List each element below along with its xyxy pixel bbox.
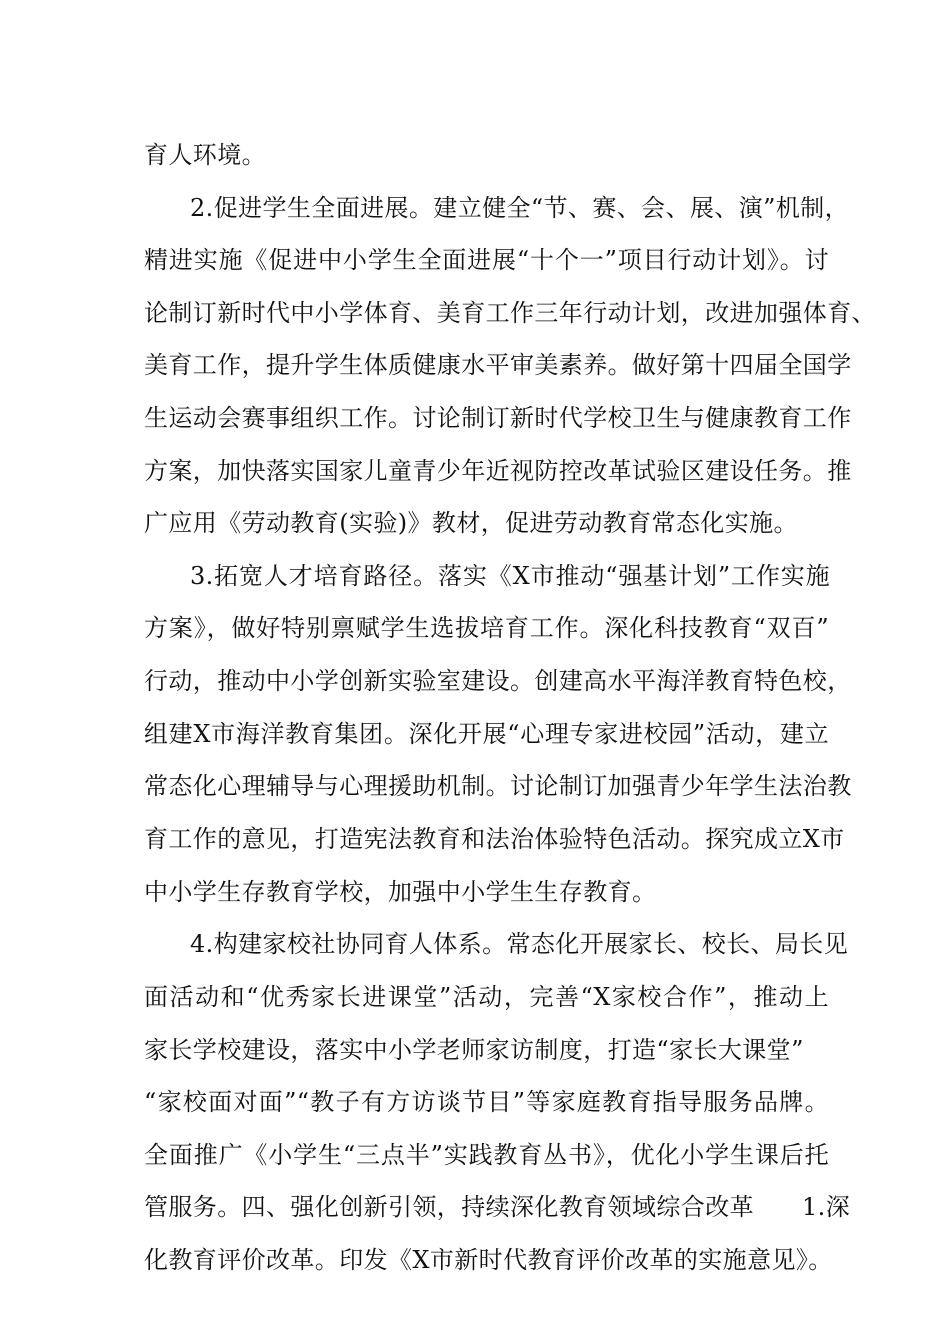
paragraph-2-line-6: 方案，加快落实国家儿童青少年近视防控改革试验区建设任务。推 (144, 457, 852, 485)
paragraph-2-line-2: 精进实施《促进中小学生全面进展“十个一”项目行动计划》。讨 (144, 246, 829, 274)
paragraph-4-line-1: 4.构建家校社协同育人体系。常态化开展家长、校长、局长见 (190, 930, 849, 958)
paragraph-3-line-7: 中小学生存教育学校，加强中小学生生存教育。 (144, 878, 657, 906)
paragraph-2-line-4: 美育工作，提升学生体质健康水平审美素养。做好第十四届全国学 (144, 351, 852, 379)
paragraph-3-line-2: 方案》，做好特别禀赋学生选拔培育工作。深化科技教育“双百” (144, 614, 829, 642)
paragraph-2-line-1: 2.促进学生全面进展。建立健全“节、赛、会、展、演”机制， (190, 194, 850, 222)
paragraph-3-line-1: 3.拓宽人才培育路径。落实《X市推动“强基计划”工作实施 (190, 562, 830, 590)
paragraph-2-line-7: 广应用《劳动教育(实验)》教材，促进劳动教育常态化实施。 (144, 509, 798, 537)
paragraph-4-line-4: “家校面对面”“教子有方访谈节目”等家庭教育指导服务品牌。 (144, 1088, 829, 1116)
paragraph-3-line-3: 行动，推动中小学创新实验室建设。创建高水平海洋教育特色校， (144, 667, 852, 695)
text-line-1: 育人环境。 (144, 141, 266, 169)
paragraph-4-line-2: 面活动和“优秀家长进课堂”活动，完善“X家校合作”，推动上 (144, 983, 829, 1011)
section-4-heading-text: 管服务。四、强化创新引领，持续深化教育领域综合改革 (144, 1193, 754, 1221)
paragraph-3-line-4: 组建X市海洋教育集团。深化开展“心理专家进校园”活动，建立 (144, 720, 829, 748)
item-1-start: 1.深 (802, 1193, 851, 1221)
paragraph-4-line-5: 全面推广《小学生“三点半”实践教育丛书》，优化小学生课后托 (144, 1141, 829, 1169)
paragraph-3-line-5: 常态化心理辅导与心理援助机制。讨论制订加强青少年学生法治教 (144, 772, 852, 800)
paragraph-4-line-6 (144, 1191, 851, 1223)
paragraph-2-line-5: 生运动会赛事组织工作。讨论制订新时代学校卫生与健康教育工作 (144, 404, 852, 432)
paragraph-3-line-6: 育工作的意见，打造宪法教育和法治体验特色活动。探究成立X市 (144, 825, 845, 853)
paragraph-2-line-3: 论制订新时代中小学体育、美育工作三年行动计划，改进加强体育、 (144, 299, 876, 327)
paragraph-5-line-1: 化教育评价改革。印发《X市新时代教育评价改革的实施意见》。 (144, 1246, 833, 1274)
paragraph-4-line-3: 家长学校建设，落实中小学老师家访制度，打造“家长大课堂” (144, 1036, 804, 1064)
